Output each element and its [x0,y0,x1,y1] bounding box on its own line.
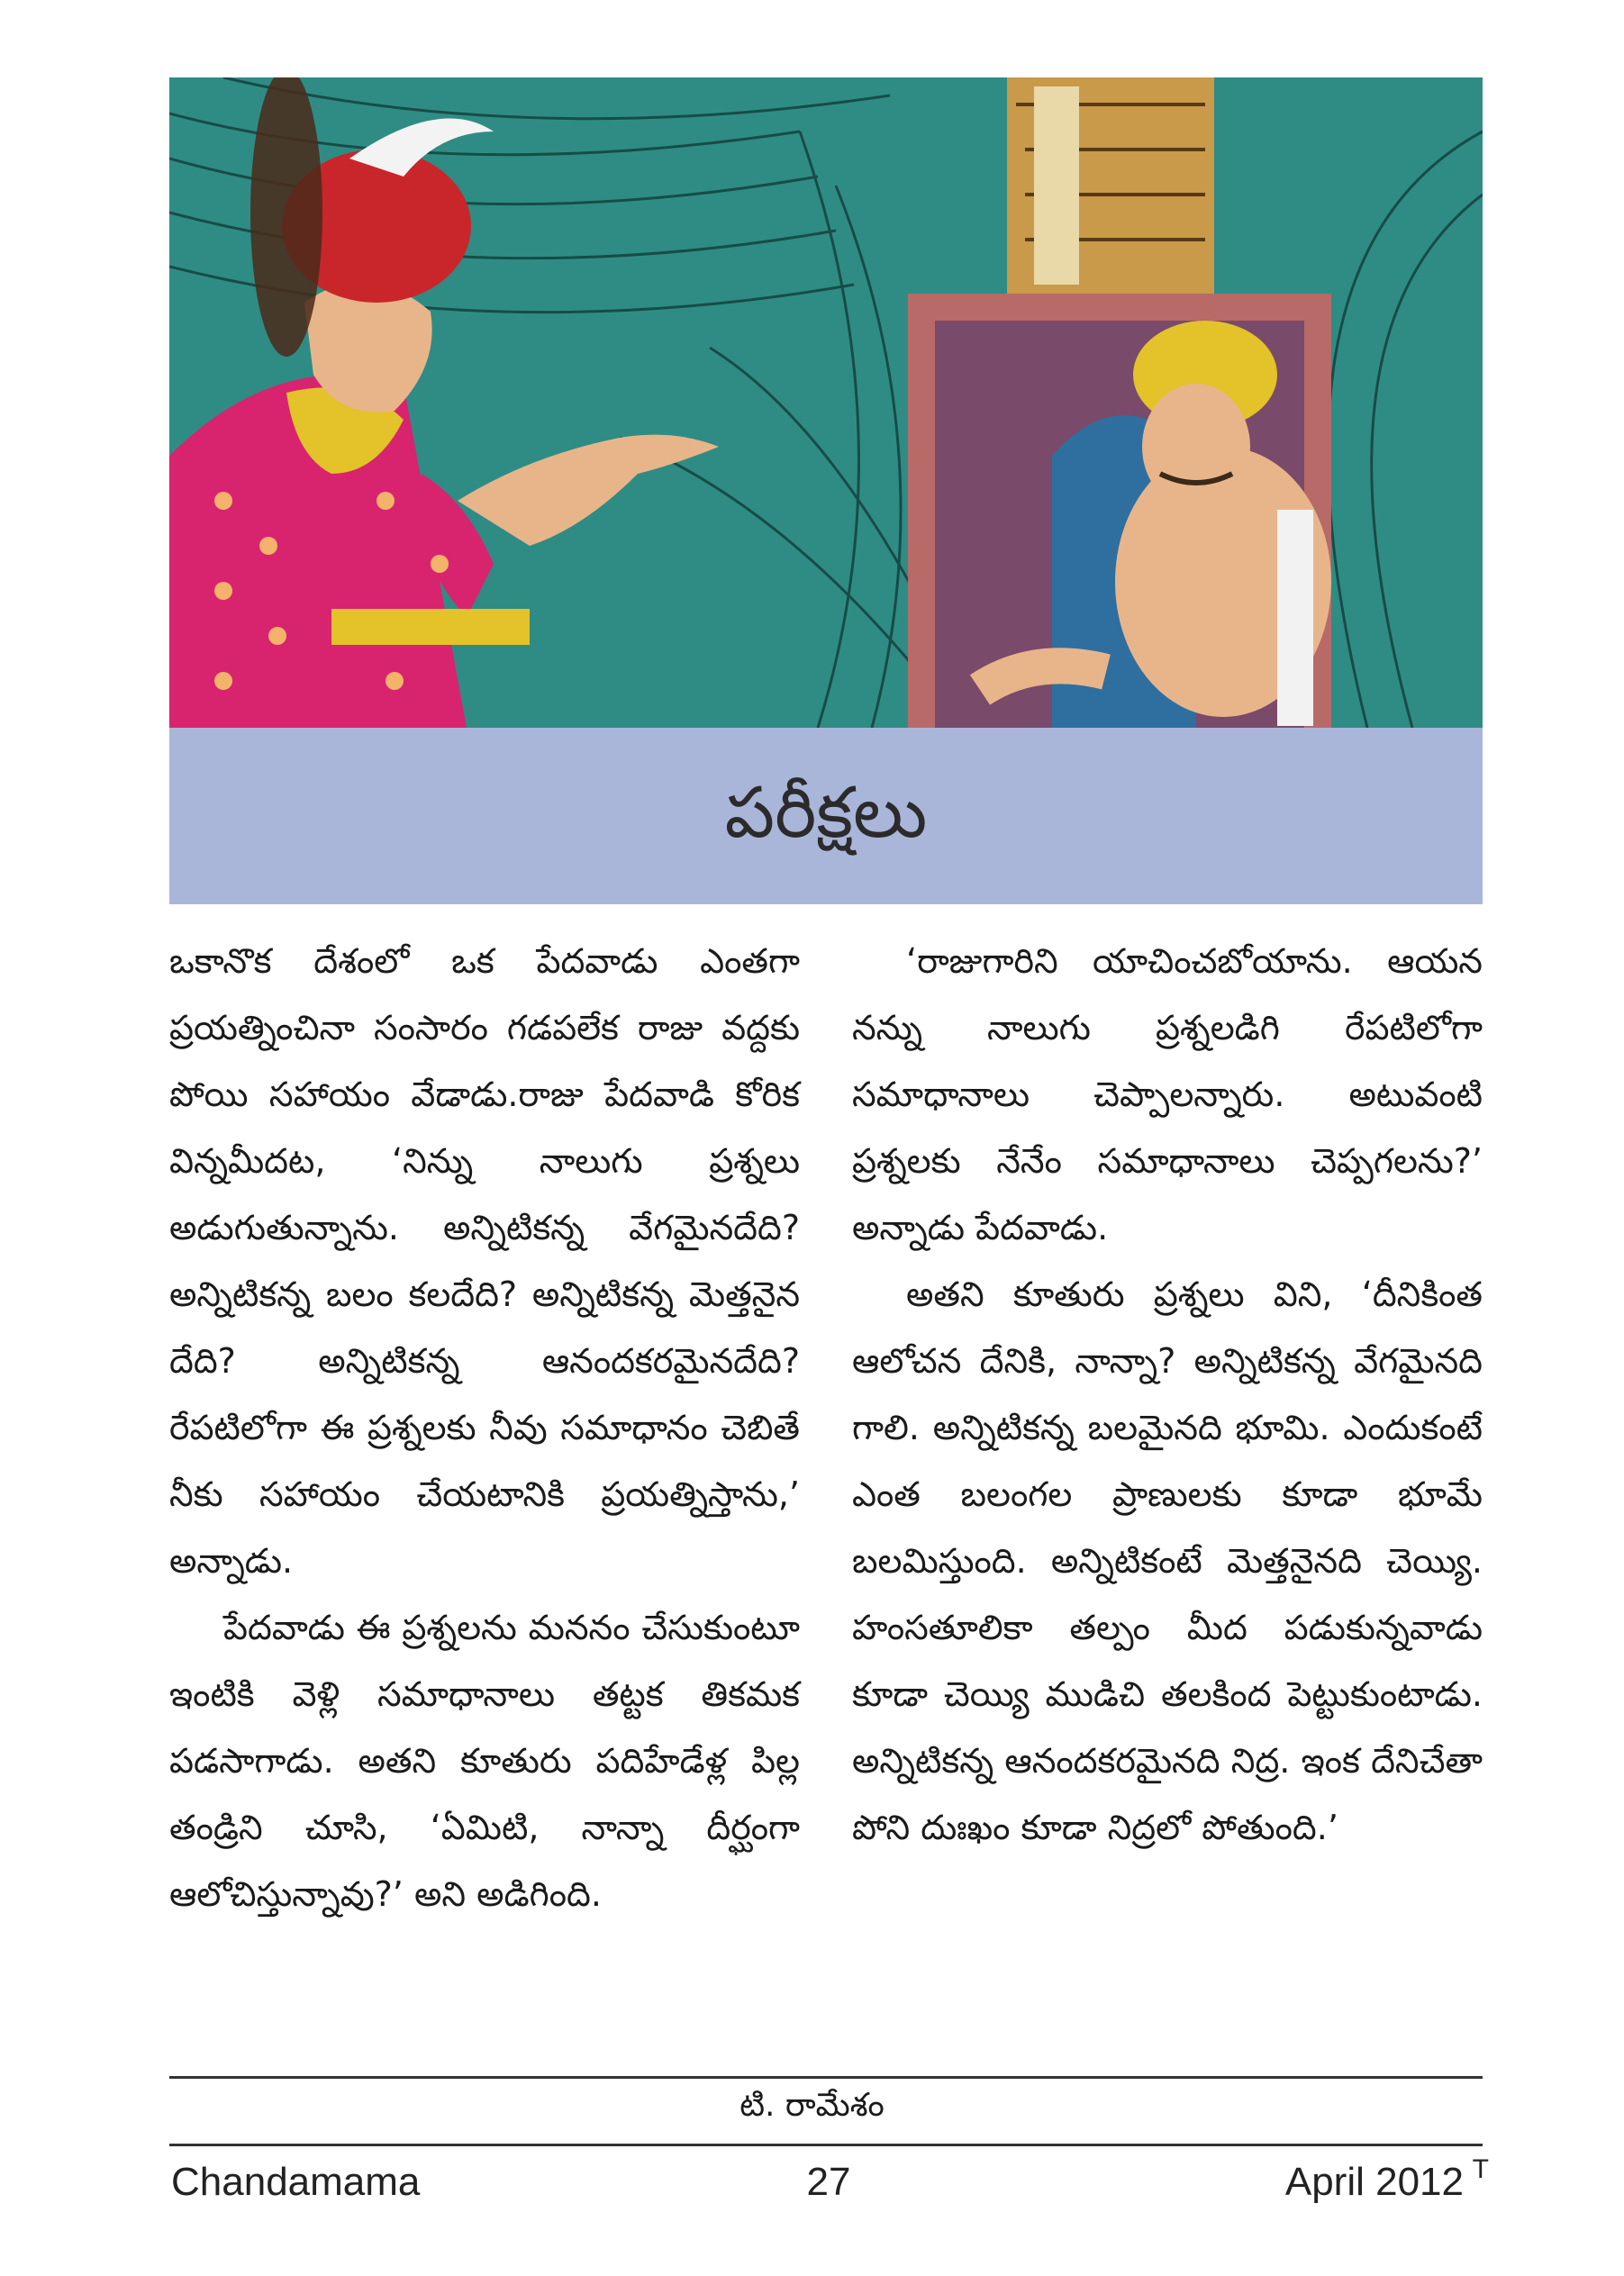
paragraph: ఒకానొక దేశంలో ఒక పేదవాడు ఎంతగా ప్రయత్నించినా సంసారం గడపలేక రాజు వద్దకు పోయి సహాయం వేడాడు.రాజు పేదవాడి కోరిక విన్నమీదట, ‘నిన్ను నాలుగు ప్రశ్నలు అడుగుతున్నాను. అన్నిటికన్న వేగమైనదేది? అన్నిటికన్న బలం కలదేది? అన్నిటికన్న మెత్తనైన దేది? అన్నిటికన్న ఆనందకరమైనదేది? రేపటిలోగా ఈ ప్రశ్నలకు నీవు సమాధానం చెబితే నీకు సహాయం చేయటానికి ప్రయత్నిస్తాను,’ అన్నాడు. [169,941,800,1581]
paragraph: ‘రాజుగారిని యాచించబోయాను. ఆయన నన్ను నాలుగు ప్రశ్నలడిగి రేపటిలోగా సమాధానాలు చెప్పాలన్నారు. అటువంటి ప్రశ్నలకు నేనేం సమాధానాలు చెప్పగలను?’ అన్నాడు పేదవాడు. [852,941,1483,1247]
issue-date: April 2012 [1284,2160,1464,2204]
magazine-name: Chandamama [171,2160,421,2204]
page-number: 27 [806,2160,851,2204]
author-name: టి. రామేశం [739,2087,885,2124]
footer-mark: T [1472,2154,1489,2184]
right-column [852,928,1483,1861]
divider [169,2144,1483,2146]
story-title: పరీక్షలు [724,773,928,854]
title-band [169,728,1483,904]
story-illustration [169,77,1483,728]
left-column [169,928,800,1927]
paragraph: అతని కూతురు ప్రశ్నలు విని, ‘దీనికింత ఆలోచన దేనికి, నాన్నా? అన్నిటికన్న వేగమైనది గాలి. అన్నిటికన్న బలమైనది భూమి. ఎందుకంటే ఎంత బలంగల ప్రాణులకు కూడా భూమే బలమిస్తుంది. అన్నిటికంటే మెత్తనైనది చెయ్యి. హంసతూలికా తల్పం మీద పడుకున్నవాడు కూడా చెయ్యి ముడిచి తలకింద పెట్టుకుంటాడు. అన్నిటికన్న ఆనందకరమైనది నిద్ర. ఇంక దేనిచేతా పోని దుఃఖం కూడా నిద్రలో పోతుంది.’ [852,1274,1483,1847]
king-and-poor-man-illustration-icon [169,77,1483,728]
paragraph: పేదవాడు ఈ ప్రశ్నలను మననం చేసుకుంటూ ఇంటికి వెళ్లి సమాధానాలు తట్టక తికమక పడసాగాడు. అతని కూతురు పదిహేడేళ్ల పిల్ల తండ్రిని చూసి, ‘ఏమిటి, నాన్నా దీర్ఘంగా ఆలోచిస్తున్నావు?’ అని అడిగింది. [169,1608,800,1914]
divider [169,2076,1483,2079]
